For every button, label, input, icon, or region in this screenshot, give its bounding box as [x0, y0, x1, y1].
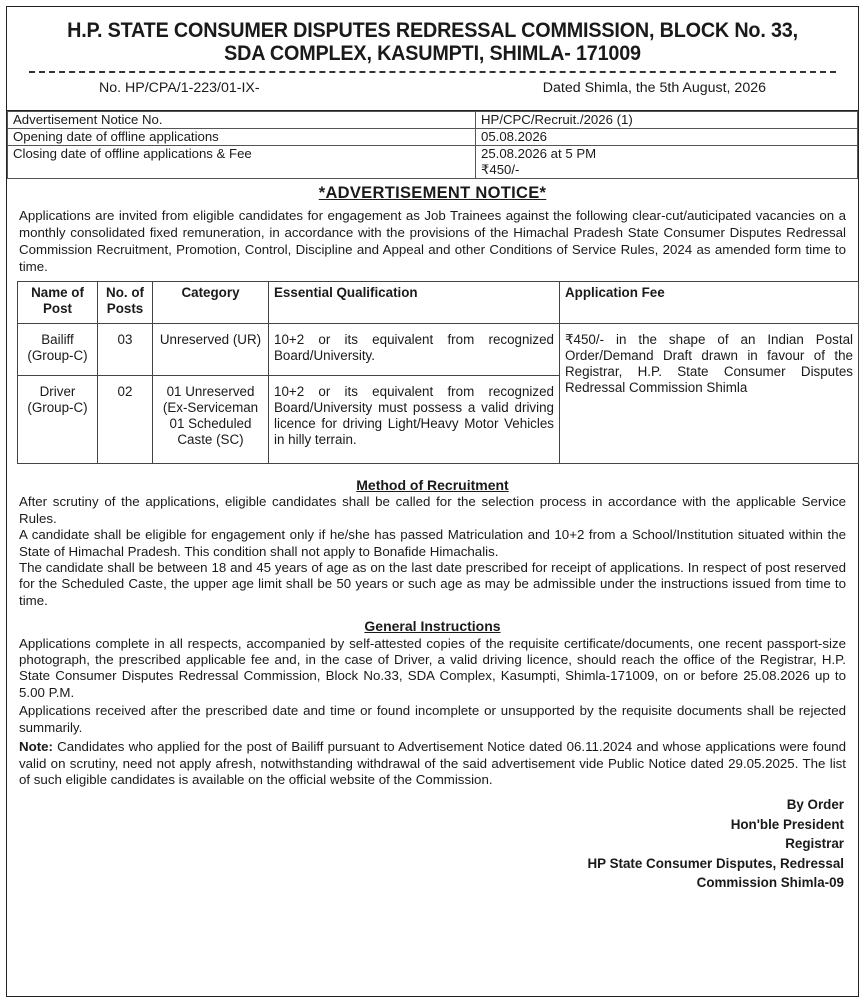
notice-document [6, 6, 859, 997]
closing-date-value: 25.08.2026 at 5 PM [481, 146, 597, 162]
post-count: 02 [98, 375, 153, 463]
vacancy-header-row [18, 281, 859, 323]
advertisement-info-table [7, 111, 858, 179]
general-paragraph: Applications received after the prescribed date and time or found incomplete or unsupported by the requisite documents shall be rejected summarily. [19, 703, 846, 735]
header-no-of-posts: No. of Posts [98, 281, 153, 323]
signature-line: Hon'ble President [730, 816, 844, 832]
post-category: Unreserved (UR) [153, 323, 269, 375]
method-paragraph: After scrutiny of the applications, eligible candidates shall be called for the selection process in accordance with the applicable Service Rules. [19, 494, 846, 526]
method-paragraph: The candidate shall be between 18 and 45 years of age as on the last date prescribed for receipt of applications. In respect of post reserved for the Scheduled Caste, the upper age limit shall be 50 years or such age as may be admissible under the instructions issued from time to time. [19, 559, 846, 608]
info-label: Closing date of offline applications & Fee [8, 146, 476, 179]
signature-block [7, 795, 858, 893]
info-value [476, 146, 858, 179]
header-qualification: Essential Qualification [269, 281, 560, 323]
post-count: 03 [98, 323, 153, 375]
info-row [8, 146, 858, 179]
header-line-2: SDA COMPLEX, KASUMPTI, SHIMLA- 171009 [224, 40, 641, 65]
post-category: 01 Unreserved (Ex-Serviceman 01 Scheduled Caste (SC) [153, 375, 269, 463]
post-qualification: 10+2 or its equivalent from recognized Board/University must possess a valid driving licence for driving Light/Heavy Motor Vehicles in hilly terrain. [269, 375, 560, 463]
info-row [8, 112, 858, 129]
header-line-1: H.P. STATE CONSUMER DISPUTES REDRESSAL COMMISSION, BLOCK No. 33, [67, 18, 798, 42]
signature-line: By Order [786, 797, 844, 813]
note-label: Note: [19, 739, 53, 755]
vacancy-row [18, 323, 859, 375]
info-label: Advertisement Notice No. [8, 112, 476, 129]
info-label: Opening date of offline applications [8, 129, 476, 146]
info-value: HP/CPC/Recruit./2026 (1) [476, 112, 858, 129]
post-qualification: 10+2 or its equivalent from recognized Board/University. [269, 323, 560, 375]
method-paragraph: A candidate shall be eligible for engagement only if he/she has passed Matriculation and 10+2 from a School/Institution situated within the State of Himachal Pradesh. This condition shall not apply to Bonafide Himachalis. [19, 527, 846, 559]
header-application-fee: Application Fee [560, 281, 859, 323]
info-row [8, 129, 858, 146]
reference-number: No. HP/CPA/1-223/01-IX- [99, 80, 260, 97]
note-paragraph [7, 739, 858, 788]
info-value: 05.08.2026 [476, 129, 858, 146]
note-text: Candidates who applied for the post of Bailiff pursuant to Advertisement Notice dated 06.11.2024 and whose applications were found valid on scrutiny, need not apply afresh, notwithstanding withdrawal of the said advertisement vide Public Notice dated 29.05.2025. The list of such eligible candidates is available on the official website of the Commission. [19, 739, 846, 787]
signature-line: Commission Shimla-09 [696, 875, 844, 891]
post-name: Driver (Group-C) [18, 375, 98, 463]
commission-header [41, 7, 824, 64]
intro-paragraph: Applications are invited from eligible candidates for engagement as Job Trainees against the following clear-cut/auticipated vacancies on a monthly consolidated fixed remuneration, in accordance with the provisions of the Himachal Pradesh State Consumer Disputes Redressal Commission Recruitment, Promotion, Control, Discipline and Appeal and other Conditions of Service Rules, 2024 as amended form time to time. [19, 207, 846, 274]
general-title: General Instructions [364, 618, 501, 635]
signature-line: Registrar [785, 836, 844, 852]
header-name-of-post: Name of Post [18, 281, 98, 323]
reference-line [7, 73, 858, 105]
notice-title: *ADVERTISEMENT NOTICE* [318, 184, 547, 203]
dated-line: Dated Shimla, the 5th August, 2026 [542, 80, 766, 97]
application-fee: ₹450/- in the shape of an Indian Postal Order/Demand Draft drawn in favour of the Registrar, H.P. State Consumer Disputes Redressal Commission Shimla [560, 323, 859, 463]
post-name: Bailiff (Group-C) [18, 323, 98, 375]
method-title: Method of Recruitment [356, 476, 509, 493]
fee-value: ₹450/- [481, 162, 520, 178]
general-paragraph: Applications complete in all respects, accompanied by self-attested copies of the requisite certificate/documents, one recent passport-size photograph, the prescribed applicable fee and, in the case of Driver, a valid driving licence, should reach the office of the Registrar, H.P. State Consumer Disputes Redressal Commission, Block No.33, SDA Complex, Kasumpti, Shimla-171009, on or before 25.08.2026 up to 5.00 P.M. [19, 635, 846, 700]
vacancy-table [17, 281, 859, 464]
signature-line: HP State Consumer Disputes, Redressal [587, 855, 844, 871]
header-category: Category [153, 281, 269, 323]
